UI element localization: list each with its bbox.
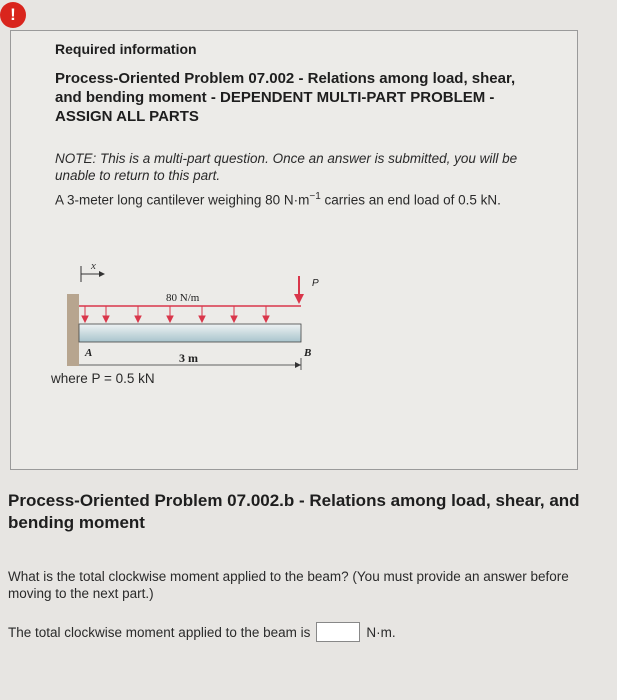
- cantilever-beam-figure: [55, 236, 319, 365]
- alert-icon: !: [0, 2, 26, 28]
- statement-text-1: A 3-meter long cantilever weighing 80 N·m: [55, 192, 310, 208]
- answer-prefix: The total clockwise moment applied to the beam is: [8, 624, 311, 640]
- part-title: Process-Oriented Problem 07.002.b - Relations among load, shear, and bending moment: [8, 491, 580, 532]
- p-label: P: [312, 278, 319, 289]
- where-text: where P = 0.5 kN: [51, 371, 155, 386]
- length-label: 3 m: [179, 351, 198, 365]
- answer-row: [8, 622, 396, 642]
- point-load-arrowhead: [294, 294, 304, 304]
- x-label: x: [91, 260, 96, 272]
- statement-exponent: −1: [309, 191, 321, 202]
- dimension-arrowhead: [295, 362, 301, 368]
- answer-input[interactable]: [316, 622, 360, 642]
- question-text: What is the total clockwise moment applied to the beam? (You must provide an answer before moving to the next part.): [8, 569, 569, 601]
- beam: [79, 324, 301, 342]
- statement-text-2: carries an end load of 0.5 kN.: [320, 192, 501, 208]
- x-axis-arrowhead: [99, 271, 105, 277]
- distributed-load-arrows: [82, 306, 269, 322]
- a-label: A: [85, 347, 93, 359]
- note-text: NOTE: This is a multi-part question. Once an answer is submitted, you will be unable to return to this part.: [55, 151, 518, 183]
- b-label: B: [304, 347, 312, 359]
- wall-support: [67, 294, 79, 366]
- problem-statement: [55, 188, 550, 209]
- required-information-heading: Required information: [55, 41, 197, 57]
- problem-title: Process-Oriented Problem 07.002 - Relations among load, shear, and bending moment - DEPENDENT MULTI-PART PROBLEM - ASSIGN ALL PARTS: [55, 70, 516, 125]
- load-label: 80 N/m: [166, 292, 200, 304]
- required-information-panel: [10, 30, 578, 470]
- answer-unit: N·m.: [366, 624, 396, 640]
